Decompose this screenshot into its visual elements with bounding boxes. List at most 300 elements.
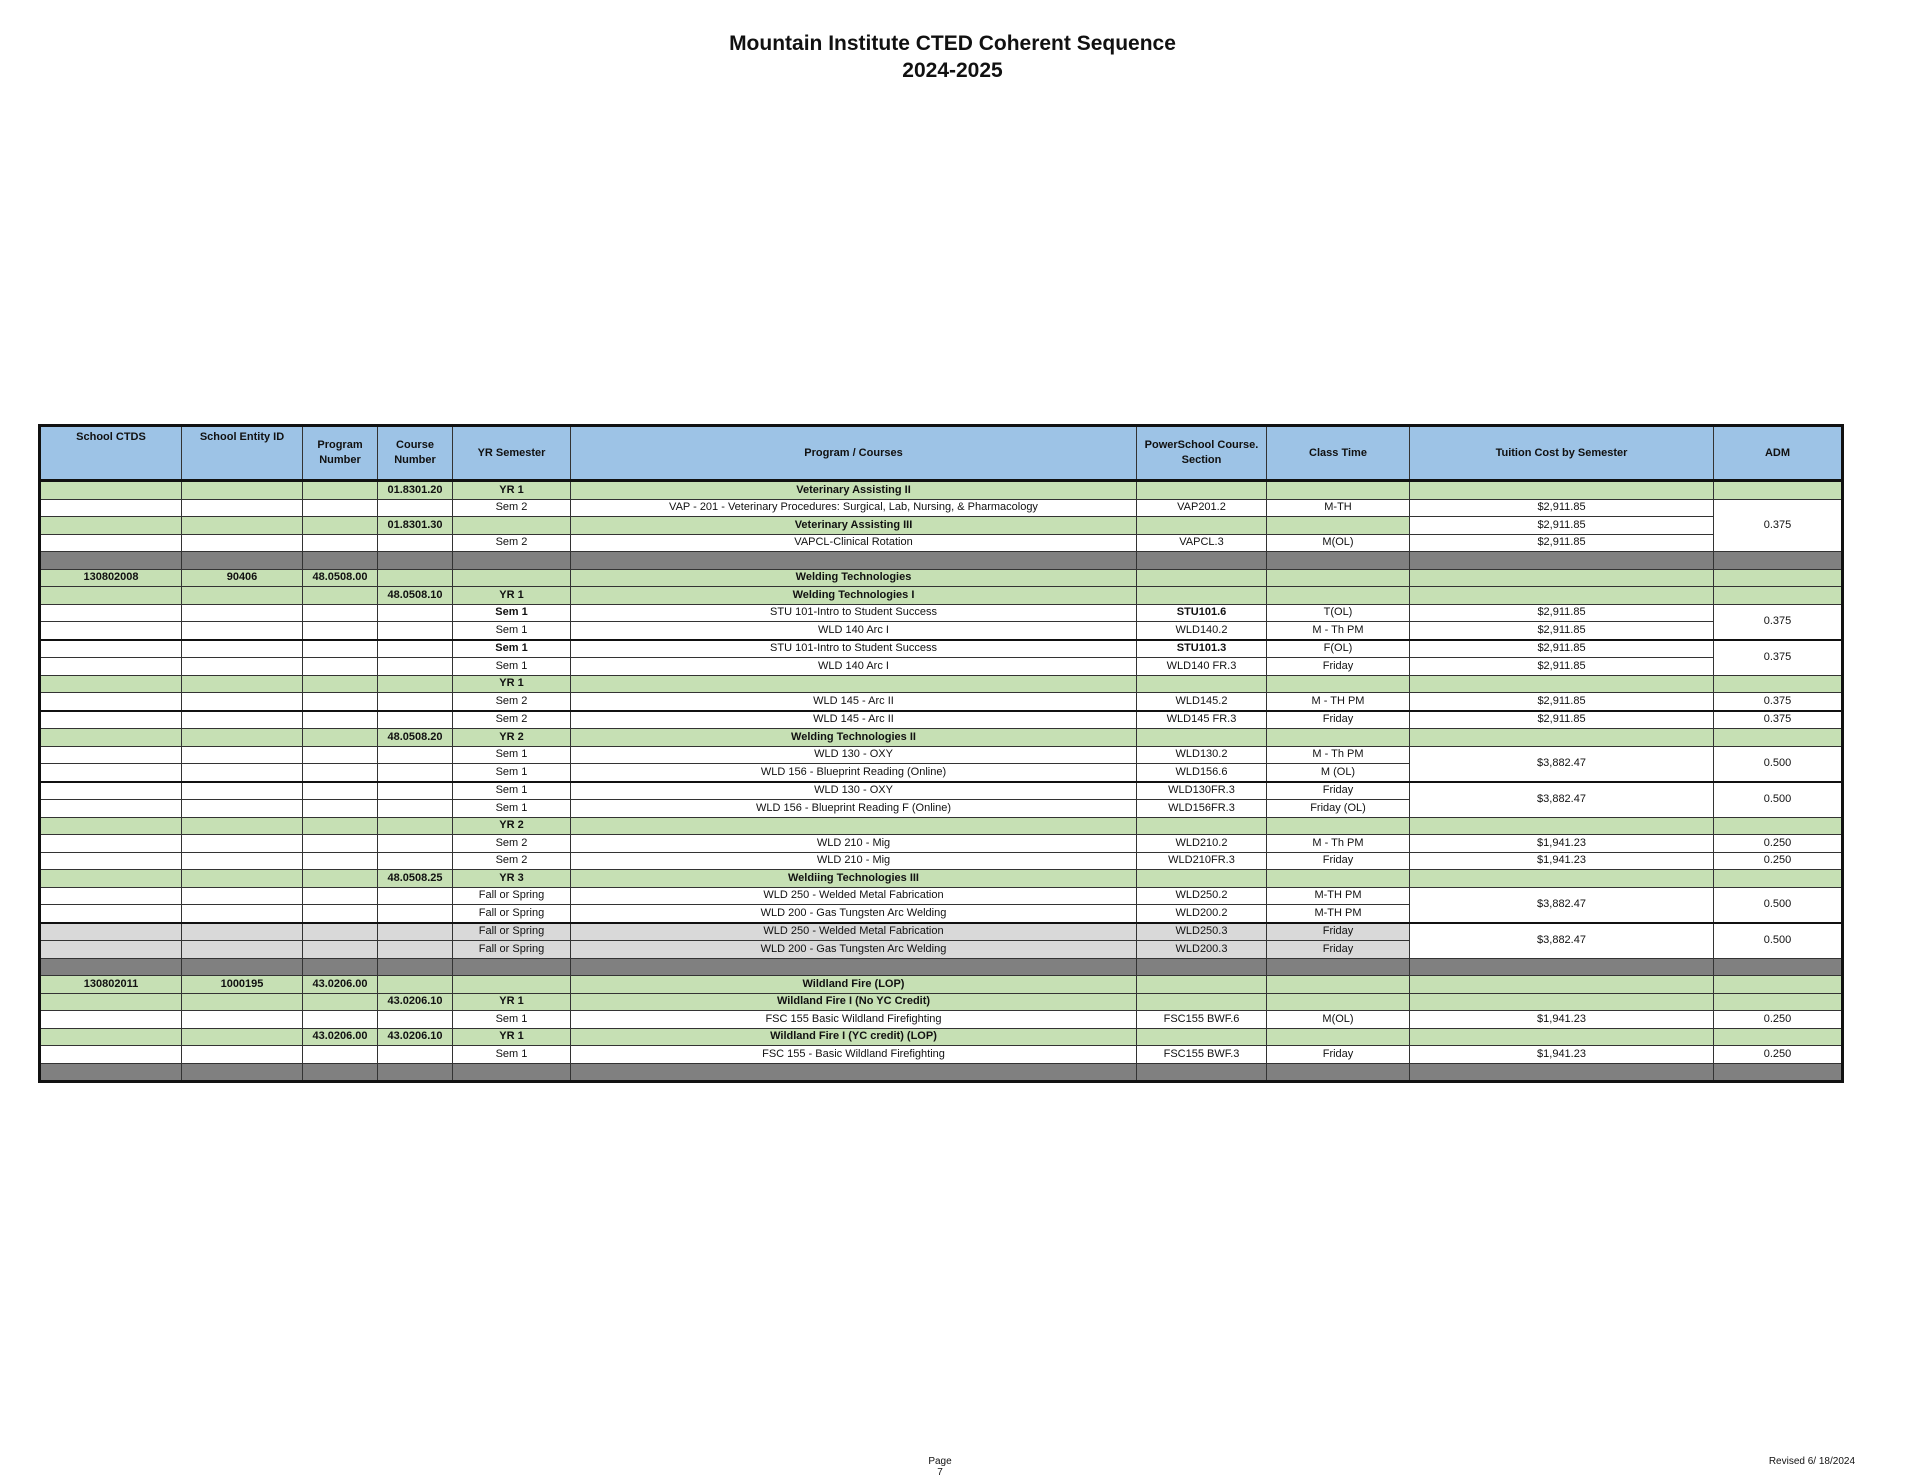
cell-adm xyxy=(1714,958,1843,976)
header-class-time: Class Time xyxy=(1267,426,1410,481)
cell-school-ctds xyxy=(40,870,182,888)
cell-course-number xyxy=(378,835,453,853)
cell-powerschool-section: WLD145.2 xyxy=(1137,693,1267,711)
cell-program-courses: Weldiing Technologies III xyxy=(571,870,1137,888)
cell-entity-id xyxy=(182,675,303,693)
cell-class-time: Friday xyxy=(1267,941,1410,959)
header-school-entity-id: School Entity ID xyxy=(182,426,303,481)
cell-program-courses xyxy=(571,817,1137,835)
cell-course-number xyxy=(378,958,453,976)
cell-adm xyxy=(1714,993,1843,1011)
cell-adm xyxy=(1714,976,1843,994)
cell-program-courses: WLD 140 Arc I xyxy=(571,658,1137,676)
cell-program-courses: VAPCL-Clinical Rotation xyxy=(571,534,1137,552)
cell-adm: 0.375 xyxy=(1714,640,1843,676)
cell-class-time: M-TH PM xyxy=(1267,905,1410,923)
cell-yr-semester: YR 1 xyxy=(453,675,571,693)
cell-program-number xyxy=(303,622,378,640)
cell-tuition-cost xyxy=(1410,1063,1714,1082)
table-row xyxy=(40,746,1843,764)
cell-powerschool-section: WLD145 FR.3 xyxy=(1137,711,1267,729)
cell-entity-id xyxy=(182,640,303,658)
cell-yr-semester: YR 1 xyxy=(453,587,571,605)
cell-tuition-cost xyxy=(1410,569,1714,587)
table-row xyxy=(40,711,1843,729)
cell-powerschool-section xyxy=(1137,517,1267,535)
cell-program-number xyxy=(303,693,378,711)
cell-tuition-cost xyxy=(1410,675,1714,693)
cell-entity-id xyxy=(182,587,303,605)
header-program-courses: Program / Courses xyxy=(571,426,1137,481)
cell-school-ctds xyxy=(40,517,182,535)
header-tuition-cost: Tuition Cost by Semester xyxy=(1410,426,1714,481)
cell-tuition-cost xyxy=(1410,958,1714,976)
cell-school-ctds xyxy=(40,729,182,747)
cell-powerschool-section xyxy=(1137,1028,1267,1046)
cell-class-time: Friday xyxy=(1267,1046,1410,1064)
cell-course-number xyxy=(378,941,453,959)
cell-yr-semester: Fall or Spring xyxy=(453,923,571,941)
cell-program-number xyxy=(303,782,378,800)
cell-yr-semester: Sem 1 xyxy=(453,1011,571,1029)
cell-yr-semester: YR 3 xyxy=(453,870,571,888)
cell-entity-id xyxy=(182,746,303,764)
cell-course-number xyxy=(378,693,453,711)
table-row xyxy=(40,534,1843,552)
cell-powerschool-section: WLD200.3 xyxy=(1137,941,1267,959)
page-number: Page 7 xyxy=(928,1456,952,1478)
cell-class-time: M - Th PM xyxy=(1267,622,1410,640)
cell-course-number xyxy=(378,658,453,676)
cell-class-time: Friday (OL) xyxy=(1267,800,1410,818)
cell-entity-id xyxy=(182,1028,303,1046)
cell-program-number xyxy=(303,800,378,818)
cell-program-number xyxy=(303,481,378,500)
cell-program-number xyxy=(303,587,378,605)
cell-yr-semester xyxy=(453,569,571,587)
table-row xyxy=(40,835,1843,853)
cell-powerschool-section: WLD130.2 xyxy=(1137,746,1267,764)
cell-school-ctds xyxy=(40,675,182,693)
cell-adm: 0.500 xyxy=(1714,782,1843,818)
cell-entity-id: 90406 xyxy=(182,569,303,587)
cell-program-courses: Welding Technologies I xyxy=(571,587,1137,605)
cell-tuition-cost: $2,911.85 xyxy=(1410,640,1714,658)
cell-entity-id xyxy=(182,870,303,888)
cell-program-courses: WLD 145 - Arc II xyxy=(571,711,1137,729)
cell-class-time: M - TH PM xyxy=(1267,693,1410,711)
cell-school-ctds xyxy=(40,640,182,658)
cell-program-courses: WLD 145 - Arc II xyxy=(571,693,1137,711)
header-powerschool-section: PowerSchool Course. Section xyxy=(1137,426,1267,481)
cell-tuition-cost: $3,882.47 xyxy=(1410,782,1714,818)
cell-course-number: 48.0508.10 xyxy=(378,587,453,605)
cell-class-time: Friday xyxy=(1267,658,1410,676)
cell-class-time xyxy=(1267,976,1410,994)
cell-program-courses: WLD 130 - OXY xyxy=(571,746,1137,764)
cell-yr-semester: YR 2 xyxy=(453,729,571,747)
cell-tuition-cost xyxy=(1410,1028,1714,1046)
cell-program-number xyxy=(303,958,378,976)
cell-course-number: 01.8301.20 xyxy=(378,481,453,500)
cell-yr-semester: Sem 1 xyxy=(453,640,571,658)
cell-class-time: M - Th PM xyxy=(1267,835,1410,853)
cell-class-time: M(OL) xyxy=(1267,1011,1410,1029)
cell-entity-id xyxy=(182,499,303,517)
cell-powerschool-section: WLD156FR.3 xyxy=(1137,800,1267,818)
cell-course-number xyxy=(378,1063,453,1082)
cell-adm xyxy=(1714,1028,1843,1046)
cell-program-courses: Veterinary Assisting II xyxy=(571,481,1137,500)
cell-entity-id xyxy=(182,481,303,500)
cell-program-courses xyxy=(571,958,1137,976)
cell-program-number xyxy=(303,746,378,764)
cell-yr-semester xyxy=(453,976,571,994)
cell-program-courses: WLD 200 - Gas Tungsten Arc Welding xyxy=(571,905,1137,923)
cell-yr-semester: Fall or Spring xyxy=(453,887,571,905)
cell-entity-id xyxy=(182,817,303,835)
cell-school-ctds xyxy=(40,800,182,818)
cell-program-courses: Wildland Fire (LOP) xyxy=(571,976,1137,994)
cell-powerschool-section: WLD210.2 xyxy=(1137,835,1267,853)
cell-course-number xyxy=(378,852,453,870)
cell-tuition-cost xyxy=(1410,993,1714,1011)
cell-program-number xyxy=(303,640,378,658)
table-row xyxy=(40,499,1843,517)
cell-yr-semester: Sem 2 xyxy=(453,534,571,552)
cell-powerschool-section: STU101.3 xyxy=(1137,640,1267,658)
cell-program-courses: FSC 155 Basic Wildland Firefighting xyxy=(571,1011,1137,1029)
table-row xyxy=(40,1046,1843,1064)
cell-tuition-cost xyxy=(1410,817,1714,835)
cell-adm: 0.500 xyxy=(1714,887,1843,923)
cell-yr-semester: Sem 1 xyxy=(453,764,571,782)
cell-adm: 0.250 xyxy=(1714,835,1843,853)
cell-entity-id xyxy=(182,993,303,1011)
table-row xyxy=(40,587,1843,605)
table-row xyxy=(40,923,1843,941)
cell-program-courses: WLD 130 - OXY xyxy=(571,782,1137,800)
cell-powerschool-section: WLD210FR.3 xyxy=(1137,852,1267,870)
cell-yr-semester xyxy=(453,552,571,570)
cell-program-courses: WLD 250 - Welded Metal Fabrication xyxy=(571,923,1137,941)
cell-entity-id xyxy=(182,534,303,552)
cell-program-courses: STU 101-Intro to Student Success xyxy=(571,604,1137,622)
title-line-1: Mountain Institute CTED Coherent Sequence xyxy=(729,32,1176,55)
cell-school-ctds xyxy=(40,1028,182,1046)
cell-program-courses: WLD 200 - Gas Tungsten Arc Welding xyxy=(571,941,1137,959)
cell-course-number: 01.8301.30 xyxy=(378,517,453,535)
table-row xyxy=(40,675,1843,693)
cell-class-time: M (OL) xyxy=(1267,764,1410,782)
cell-adm xyxy=(1714,675,1843,693)
cell-program-number xyxy=(303,887,378,905)
cell-entity-id xyxy=(182,711,303,729)
cell-program-courses: Welding Technologies xyxy=(571,569,1137,587)
cell-class-time xyxy=(1267,870,1410,888)
cell-program-courses: Wildland Fire I (No YC Credit) xyxy=(571,993,1137,1011)
cell-course-number xyxy=(378,622,453,640)
table-row xyxy=(40,729,1843,747)
cell-adm: 0.375 xyxy=(1714,693,1843,711)
cell-yr-semester: Sem 2 xyxy=(453,852,571,870)
cell-program-number: 43.0206.00 xyxy=(303,976,378,994)
cell-course-number xyxy=(378,675,453,693)
cell-program-courses: VAP - 201 - Veterinary Procedures: Surgical, Lab, Nursing, & Pharmacology xyxy=(571,499,1137,517)
cell-class-time: T(OL) xyxy=(1267,604,1410,622)
cell-entity-id xyxy=(182,1046,303,1064)
table-row xyxy=(40,870,1843,888)
cell-program-courses: WLD 156 - Blueprint Reading F (Online) xyxy=(571,800,1137,818)
cell-adm: 0.250 xyxy=(1714,1011,1843,1029)
table-row xyxy=(40,782,1843,800)
cell-class-time xyxy=(1267,1063,1410,1082)
cell-entity-id xyxy=(182,782,303,800)
cell-course-number xyxy=(378,923,453,941)
cell-class-time xyxy=(1267,729,1410,747)
cell-tuition-cost xyxy=(1410,587,1714,605)
header-program-number: Program Number xyxy=(303,426,378,481)
cell-course-number xyxy=(378,817,453,835)
cell-class-time: F(OL) xyxy=(1267,640,1410,658)
table-row xyxy=(40,569,1843,587)
cell-school-ctds xyxy=(40,993,182,1011)
page-title xyxy=(0,30,1905,84)
cell-program-courses: FSC 155 - Basic Wildland Firefighting xyxy=(571,1046,1137,1064)
cell-program-number xyxy=(303,835,378,853)
cell-program-number xyxy=(303,870,378,888)
cell-program-number xyxy=(303,905,378,923)
cell-school-ctds xyxy=(40,887,182,905)
cell-tuition-cost: $3,882.47 xyxy=(1410,887,1714,923)
cell-tuition-cost: $2,911.85 xyxy=(1410,517,1714,535)
cell-yr-semester: Fall or Spring xyxy=(453,905,571,923)
cell-adm xyxy=(1714,1063,1843,1082)
cell-tuition-cost xyxy=(1410,552,1714,570)
table-row xyxy=(40,1028,1843,1046)
cell-powerschool-section xyxy=(1137,1063,1267,1082)
cell-course-number: 43.0206.10 xyxy=(378,1028,453,1046)
cell-yr-semester xyxy=(453,958,571,976)
cell-entity-id xyxy=(182,1063,303,1082)
cell-course-number xyxy=(378,976,453,994)
cell-school-ctds xyxy=(40,958,182,976)
cell-course-number xyxy=(378,640,453,658)
cell-adm xyxy=(1714,870,1843,888)
cell-class-time xyxy=(1267,1028,1410,1046)
cell-yr-semester: YR 1 xyxy=(453,481,571,500)
cell-program-courses: WLD 210 - Mig xyxy=(571,835,1137,853)
cell-powerschool-section: STU101.6 xyxy=(1137,604,1267,622)
table-row xyxy=(40,481,1843,500)
cell-school-ctds: 130802011 xyxy=(40,976,182,994)
cell-powerschool-section xyxy=(1137,675,1267,693)
cell-powerschool-section xyxy=(1137,870,1267,888)
cell-adm: 0.500 xyxy=(1714,746,1843,782)
table-row xyxy=(40,517,1843,535)
cell-adm xyxy=(1714,587,1843,605)
cell-yr-semester: Sem 1 xyxy=(453,746,571,764)
cell-entity-id xyxy=(182,835,303,853)
table-row xyxy=(40,693,1843,711)
cell-program-courses xyxy=(571,552,1137,570)
sequence-table-container xyxy=(38,424,1841,1083)
cell-yr-semester: Sem 2 xyxy=(453,693,571,711)
cell-powerschool-section: WLD250.2 xyxy=(1137,887,1267,905)
cell-class-time xyxy=(1267,569,1410,587)
cell-class-time xyxy=(1267,958,1410,976)
cell-program-courses: WLD 156 - Blueprint Reading (Online) xyxy=(571,764,1137,782)
cell-entity-id xyxy=(182,517,303,535)
cell-school-ctds xyxy=(40,693,182,711)
cell-class-time: M-TH xyxy=(1267,499,1410,517)
cell-course-number xyxy=(378,552,453,570)
cell-school-ctds xyxy=(40,764,182,782)
cell-tuition-cost: $2,911.85 xyxy=(1410,658,1714,676)
cell-school-ctds xyxy=(40,481,182,500)
cell-class-time xyxy=(1267,552,1410,570)
cell-tuition-cost: $1,941.23 xyxy=(1410,835,1714,853)
cell-yr-semester: Sem 1 xyxy=(453,800,571,818)
cell-class-time: M - Th PM xyxy=(1267,746,1410,764)
cell-course-number xyxy=(378,905,453,923)
cell-class-time xyxy=(1267,481,1410,500)
cell-course-number: 43.0206.10 xyxy=(378,993,453,1011)
cell-yr-semester: Fall or Spring xyxy=(453,941,571,959)
table-row xyxy=(40,658,1843,676)
cell-powerschool-section xyxy=(1137,817,1267,835)
cell-class-time: Friday xyxy=(1267,711,1410,729)
cell-class-time: M-TH PM xyxy=(1267,887,1410,905)
cell-school-ctds xyxy=(40,534,182,552)
cell-entity-id xyxy=(182,552,303,570)
cell-tuition-cost xyxy=(1410,481,1714,500)
cell-yr-semester: YR 2 xyxy=(453,817,571,835)
table-row xyxy=(40,1011,1843,1029)
cell-program-number: 43.0206.00 xyxy=(303,1028,378,1046)
cell-adm: 0.375 xyxy=(1714,604,1843,640)
cell-powerschool-section: FSC155 BWF.3 xyxy=(1137,1046,1267,1064)
cell-course-number: 48.0508.25 xyxy=(378,870,453,888)
cell-tuition-cost: $3,882.47 xyxy=(1410,746,1714,782)
cell-powerschool-section xyxy=(1137,729,1267,747)
cell-course-number xyxy=(378,534,453,552)
cell-entity-id xyxy=(182,905,303,923)
cell-tuition-cost: $1,941.23 xyxy=(1410,852,1714,870)
cell-yr-semester: Sem 1 xyxy=(453,1046,571,1064)
cell-powerschool-section xyxy=(1137,552,1267,570)
cell-tuition-cost: $2,911.85 xyxy=(1410,622,1714,640)
table-row xyxy=(40,640,1843,658)
cell-tuition-cost: $1,941.23 xyxy=(1410,1046,1714,1064)
cell-school-ctds: 130802008 xyxy=(40,569,182,587)
cell-program-number xyxy=(303,552,378,570)
cell-program-courses: STU 101-Intro to Student Success xyxy=(571,640,1137,658)
cell-class-time: Friday xyxy=(1267,782,1410,800)
cell-tuition-cost xyxy=(1410,729,1714,747)
cell-program-courses: Welding Technologies II xyxy=(571,729,1137,747)
header-row xyxy=(40,426,1843,481)
cell-yr-semester: Sem 2 xyxy=(453,835,571,853)
cell-class-time: Friday xyxy=(1267,923,1410,941)
cell-yr-semester: Sem 2 xyxy=(453,711,571,729)
cell-course-number xyxy=(378,499,453,517)
cell-adm: 0.375 xyxy=(1714,499,1843,552)
cell-entity-id: 1000195 xyxy=(182,976,303,994)
cell-school-ctds xyxy=(40,552,182,570)
cell-entity-id xyxy=(182,622,303,640)
cell-yr-semester: Sem 1 xyxy=(453,622,571,640)
cell-yr-semester xyxy=(453,517,571,535)
cell-adm: 0.250 xyxy=(1714,1046,1843,1064)
cell-program-number xyxy=(303,1046,378,1064)
cell-adm: 0.250 xyxy=(1714,852,1843,870)
cell-entity-id xyxy=(182,658,303,676)
cell-entity-id xyxy=(182,941,303,959)
cell-powerschool-section: WLD140.2 xyxy=(1137,622,1267,640)
cell-program-number xyxy=(303,675,378,693)
table-row xyxy=(40,604,1843,622)
cell-school-ctds xyxy=(40,852,182,870)
sequence-table xyxy=(38,424,1844,1083)
separator-row xyxy=(40,958,1843,976)
cell-entity-id xyxy=(182,958,303,976)
cell-class-time xyxy=(1267,993,1410,1011)
cell-school-ctds xyxy=(40,1011,182,1029)
cell-program-number xyxy=(303,658,378,676)
cell-course-number xyxy=(378,782,453,800)
cell-school-ctds xyxy=(40,923,182,941)
cell-tuition-cost xyxy=(1410,976,1714,994)
header-school-ctds: School CTDS xyxy=(40,426,182,481)
cell-tuition-cost: $3,882.47 xyxy=(1410,923,1714,959)
cell-tuition-cost: $2,911.85 xyxy=(1410,711,1714,729)
cell-school-ctds xyxy=(40,746,182,764)
cell-program-number xyxy=(303,604,378,622)
table-body xyxy=(40,481,1843,1082)
cell-school-ctds xyxy=(40,604,182,622)
cell-program-number xyxy=(303,1063,378,1082)
cell-tuition-cost: $1,941.23 xyxy=(1410,1011,1714,1029)
cell-class-time xyxy=(1267,587,1410,605)
cell-school-ctds xyxy=(40,711,182,729)
cell-course-number xyxy=(378,1011,453,1029)
cell-course-number xyxy=(378,746,453,764)
cell-class-time xyxy=(1267,817,1410,835)
cell-entity-id xyxy=(182,1011,303,1029)
cell-powerschool-section: FSC155 BWF.6 xyxy=(1137,1011,1267,1029)
cell-powerschool-section: WLD130FR.3 xyxy=(1137,782,1267,800)
cell-program-number xyxy=(303,499,378,517)
cell-program-number xyxy=(303,764,378,782)
cell-school-ctds xyxy=(40,835,182,853)
cell-powerschool-section xyxy=(1137,993,1267,1011)
cell-school-ctds xyxy=(40,499,182,517)
cell-yr-semester: Sem 1 xyxy=(453,782,571,800)
cell-program-number xyxy=(303,1011,378,1029)
table-row xyxy=(40,993,1843,1011)
title-line-2: 2024-2025 xyxy=(902,59,1003,82)
cell-yr-semester xyxy=(453,1063,571,1082)
cell-program-courses: Wildland Fire I (YC credit) (LOP) xyxy=(571,1028,1137,1046)
table-row xyxy=(40,817,1843,835)
cell-powerschool-section: VAPCL.3 xyxy=(1137,534,1267,552)
cell-adm xyxy=(1714,817,1843,835)
cell-program-number xyxy=(303,817,378,835)
cell-school-ctds xyxy=(40,1046,182,1064)
header-adm: ADM xyxy=(1714,426,1843,481)
cell-school-ctds xyxy=(40,905,182,923)
